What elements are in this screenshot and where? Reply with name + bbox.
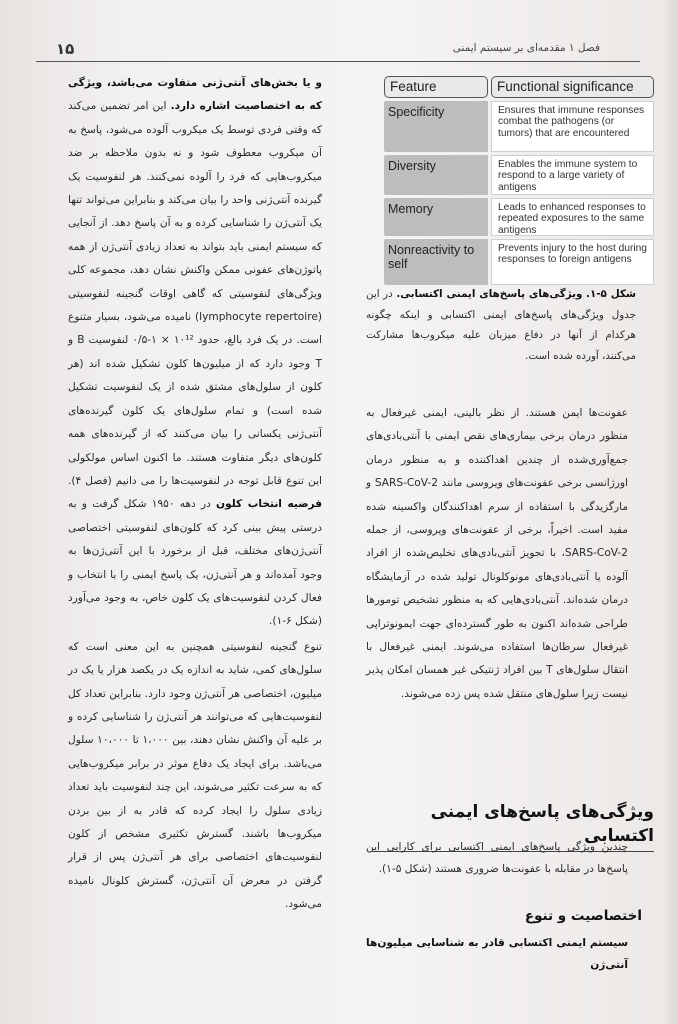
right-column-intro [366,836,628,882]
clonal-selection-term: فرضیه انتخاب کلون [216,498,322,511]
specificity-lead: و یا بخش‌های آنتی‌ژنی متفاوت می‌باشد، ویژگی که به اختصاصیت اشاره دارد. [68,77,322,113]
caption-title: ویژگی‌های پاسخ‌های ایمنی اکتسابی. [396,288,583,300]
sub-heading: اختصاصیت و تنوع [524,908,642,924]
left-p1-text: این امر تضمین می‌کند که وقتی فردی توسط یک میکروب آلوده می‌شود، پاسخ به آن میکروب معطوف شود و نه بدون ملاحظه بر ضد میکروب‌هایی که فرد را آلوده نمی‌کنند. هر لنفوسیت یک گیرنده آنتی‌ژنی واحد را بیان می‌کند و بنابراین می‌تواند تنها یک آنتی‌ژن را شناسایی کرده و به آن پاسخ دهد. از آنجایی که سیستم ایمنی باید بتواند به تعداد زیادی آنتی‌ژن از همه پاتوژن‌های عفونی ممکن واکنش نشان دهد، مجموعه کلی ویژگی‌های لنفوسیتی که گاهی اوقات گنجینه لنفوسیتی [68,100,322,300]
left-column [68,72,322,919]
table-header-row [384,76,654,98]
caption-label: شکل ۵-۱. [586,288,637,300]
page-header [36,36,640,62]
feature-cell: Diversity [384,155,488,195]
left-paragraph-1 [68,72,322,634]
left-paragraph-2: تنوع گنجینه لنفوسیتی همچنین به این معنی است که سلول‌های کمی، شاید به اندازه یک در یکصد هزار یا یک در میلیون، اختصاصی هر آنتی‌ژن وجود دارد. بنابراین تعداد کل لنفوسیت‌هایی که می‌توانند هر آنتی‌ژن را شناسایی کرده و بر علیه آن واکنش نشان دهند، بین ۱،۰۰۰ تا ۱۰،۰۰۰ سلول می‌باشد. برای ایجاد یک دفاع موثر در برابر میکروب‌هایی که به سرعت تکثیر می‌شوند، این چند لنفوسیت باید تعداد زیادی سلول را ایجاد کرده که قادر به از بین بردن میکروب‌ها باشند. گسترش تکثیری مشخص از کلون لنفوسیت‌های اختصاصی برای هر آنتی‌ژن پس از قرار گرفتن در معرض آن آنتی‌ژن، گسترش کلونال نامیده می‌شود. [68,640,322,911]
table-row [384,239,654,285]
running-title: فصل ۱ مقدمه‌ای بر سیستم ایمنی [452,42,600,54]
table-row [384,198,654,236]
significance-cell: Leads to enhanced responses to repeated exposures to the same antigens [491,198,654,236]
feature-cell: Memory [384,198,488,236]
left-p1-text-3: در دهه ۱۹۵۰ شکل گرفت و به درستی پیش بینی کرد که کلون‌های لنفوسیتی اختصاصی آنتی‌ژن‌های مختلف، قبل از برخورد با این آنتی‌ژن‌ها به وجود آمده‌اند و هر آنتی‌ژن، یک پاسخ ایمنی را با انتخاب و فعال کردن لنفوسیت‌های یک کلون خاص، به وجود می‌آورد (شکل ۶-۱). [68,498,322,628]
table-row [384,101,654,152]
table-row [384,155,654,195]
page-edge-shadow [662,0,678,1024]
figure-caption [366,284,636,366]
feature-cell: Nonreactivity to self [384,239,488,285]
header-significance: Functional significance [491,76,654,98]
significance-cell: Prevents injury to the host during responses to foreign antigens [491,239,654,285]
feature-cell: Specificity [384,101,488,152]
section-heading: ویژگی‌های پاسخ‌های ایمنی اکتسابی [372,800,654,852]
right-paragraph-2: چندین ویژگی پاسخ‌های ایمنی اکتسابی برای کارایی این پاسخ‌ها در مقابله با عفونت‌ها ضروری هستند (شکل ۵-۱). [366,841,628,875]
header-feature: Feature [384,76,488,98]
caption-text: در این جدول ویژگی‌های پاسخ‌های ایمنی اکتسابی و اینکه چگونه هرکدام از آنها در دفاع میزبان علیه میکروب‌ها مشارکت می‌کنند، آورده شده است. [366,288,636,362]
significance-cell: Enables the immune system to respond to a large variety of antigens [491,155,654,195]
significance-cell: Ensures that immune responses combat the pathogens (or tumors) that are encountered [491,101,654,152]
right-column-tail [366,932,628,978]
right-paragraph-1: عفونت‌ها ایمن هستند. از نظر بالینی، ایمنی غیرفعال به منظور درمان برخی بیماری‌های نقص ایمنی با آنتی‌بادی‌های جمع‌آوری‌شده از چندین اهداکننده و به منظور درمان اورژانسی برخی عفونت‌های ویروسی مانند SARS-CoV-2 و مارگزیدگی با استفاده از سرم اهداکنندگان واکسینه شده مفید است. اخیراً، برخی از عفونت‌های ویروسی، از جمله SARS-CoV-2، با تجویز آنتی‌بادی‌های تخلیص‌شده از افراد آلوده یا آنتی‌بادی‌های مونوکلونال تولید شده در آزمایشگاه درمان شده‌اند. آنتی‌بادی‌هایی که به منظور تشخیص تومورها طراحی شده‌اند اکنون به طور گسترده‌ای جهت ایمونوتراپی غیرفعال سرطان‌ها استفاده می‌شوند. ایمنی غیرفعال با انتقال سلول‌های T بین افراد ژنتیکی غیر همسان امکان پذیر نیست زیرا سلول‌های منتقل شده پس زده می‌شوند. [366,407,629,700]
left-p1-text-2: نامیده می‌شود، بسیار متنوع است. در یک فرد بالغ، حدود ۱۰¹² × ۱-۰/۵ لنفوسیت B و T وجود دارد که از میلیون‌ها کلون تشکیل شده اند (هر کلون از سلول‌های مشتق شده از یک لنفوسیت تشکیل شده است) و تمام سلول‌های یک کلون گیرنده‌های آنتی‌ژنی یکسانی را بیان می‌کنند که از گیرنده‌های همه کلون‌های دیگر متفاوت هستند. ما اکنون اساس مولکولی این تنوع قابل توجه در لنفوسیت‌ها را می دانیم (فصل ۴). [68,311,323,487]
page-number: ۱۵ [56,40,75,58]
repertoire-term: (lymphocyte repertoire) [195,311,323,324]
right-paragraph-3: سیستم ایمنی اکتسابی قادر به شناسایی میلیون‌ها آنتی‌ژن [366,937,628,971]
right-column [366,402,628,708]
figure-table [384,76,654,288]
